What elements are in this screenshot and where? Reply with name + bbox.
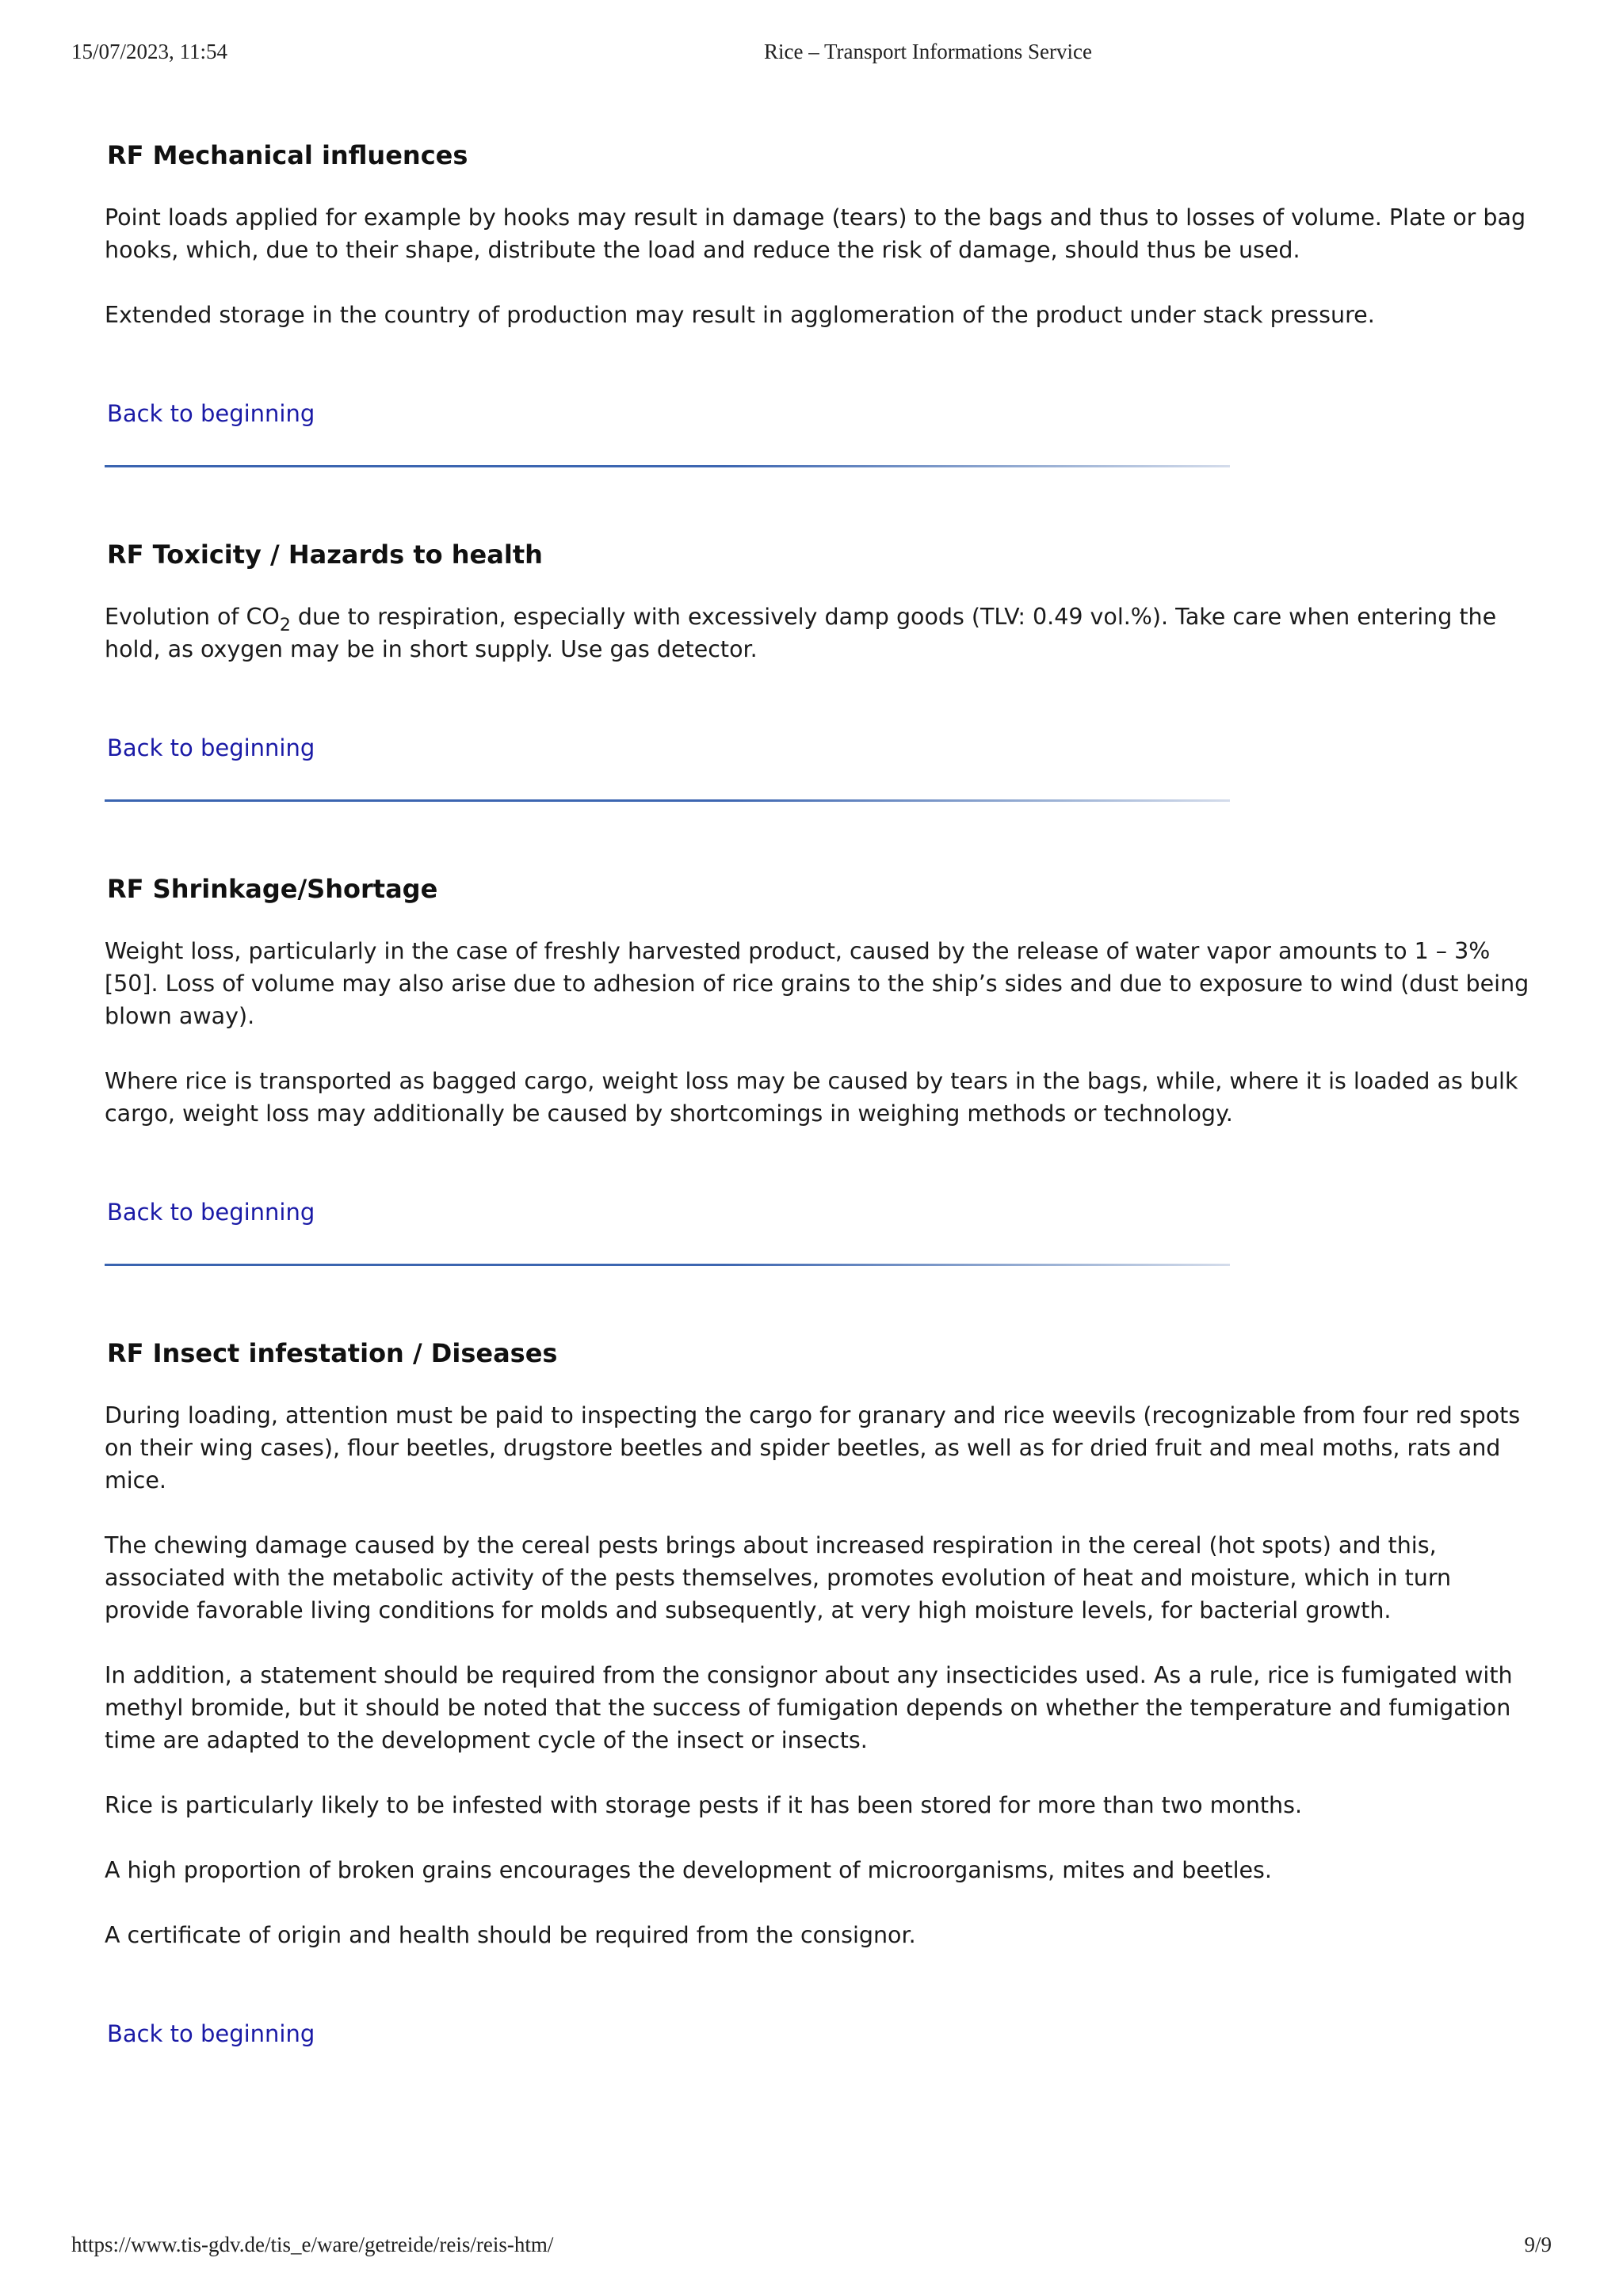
section-paragraph: A high proportion of broken grains encourages the development of microorganisms, mites and beetles.	[105, 1857, 1272, 1883]
section-divider	[105, 465, 1230, 467]
section-paragraph	[105, 601, 1531, 666]
section-paragraph: Extended storage in the country of production may result in agglomeration of the product under stack pressure.	[105, 302, 1375, 328]
section-paragraph: The chewing damage caused by the cereal pests brings about increased respiration in the cereal (hot spots) and this, associated with the metabolic activity of the pests themselves, promotes evolution of heat and moisture, which in turn provide favorable living conditions for molds and subsequently, at very high moisture levels, for bacterial growth.	[105, 1532, 1452, 1623]
print-header	[0, 40, 1623, 71]
section-shrinkage-shortage	[105, 873, 1531, 1266]
section-heading: RF Shrinkage/Shortage	[107, 874, 438, 904]
print-datetime: 15/07/2023, 11:54	[71, 40, 228, 63]
section-paragraph: Point loads applied for example by hooks may result in damage (tears) to the bags and thus to losses of volume. Plate or bag hooks, which, due to their shape, distribute the load and reduce the risk of damage, should thus be used.	[105, 204, 1526, 263]
section-insect-infestation	[105, 1337, 1531, 2050]
section-toxicity-hazards	[105, 539, 1531, 802]
main-content	[105, 139, 1531, 2050]
section-mechanical-influences	[105, 139, 1531, 467]
section-paragraph: Weight loss, particularly in the case of freshly harvested product, caused by the release of water vapor amounts to 1 – 3% [50]. Loss of volume may also arise due to adhesion of rice grains to the ship’s sides and due to exposure to wind (dust being blown away).	[105, 938, 1529, 1029]
section-heading: RF Toxicity / Hazards to health	[107, 540, 543, 570]
print-page-title: Rice – Transport Informations Service	[764, 40, 1092, 63]
print-url: https://www.tis-gdv.de/tis_e/ware/getreide/reis/reis-htm/	[71, 2233, 554, 2256]
section-heading: RF Insect infestation / Diseases	[107, 1338, 558, 1368]
paragraph-text: Evolution of CO	[105, 604, 280, 630]
section-paragraph: Rice is particularly likely to be infested with storage pests if it has been stored for more than two months.	[105, 1792, 1303, 1818]
section-paragraph: A certificate of origin and health should be required from the consignor.	[105, 1922, 916, 1948]
section-divider	[105, 799, 1230, 802]
section-heading: RF Mechanical influences	[107, 140, 468, 170]
paragraph-text: due to respiration, especially with excessively damp goods (TLV: 0.49 vol.%). Take care when entering the hold, as oxygen may be in short supply. Use gas detector.	[105, 604, 1497, 662]
subscript-text: 2	[279, 616, 291, 635]
back-to-beginning-link[interactable]: Back to beginning	[107, 1199, 315, 1226]
back-to-beginning-link[interactable]: Back to beginning	[107, 400, 315, 427]
section-paragraph: Where rice is transported as bagged cargo, weight loss may be caused by tears in the bags, while, where it is loaded as bulk cargo, weight loss may additionally be caused by shortcomings in weighing methods or technology.	[105, 1068, 1518, 1127]
section-paragraph: During loading, attention must be paid to inspecting the cargo for granary and rice weevils (recognizable from four red spots on their wing cases), flour beetles, drugstore beetles and spider beetles, as well as for dried fruit and meal moths, rats and mice.	[105, 1402, 1521, 1493]
section-paragraph: In addition, a statement should be required from the consignor about any insecticides used. As a rule, rice is fumigated with methyl bromide, but it should be noted that the success of fumigation depends on whether the temperature and fumigation time are adapted to the development cycle of the insect or insects.	[105, 1662, 1513, 1753]
page-number: 9/9	[1524, 2233, 1552, 2256]
print-footer	[0, 2233, 1623, 2264]
section-divider	[105, 1264, 1230, 1266]
back-to-beginning-link[interactable]: Back to beginning	[107, 2020, 315, 2047]
back-to-beginning-link[interactable]: Back to beginning	[107, 734, 315, 761]
